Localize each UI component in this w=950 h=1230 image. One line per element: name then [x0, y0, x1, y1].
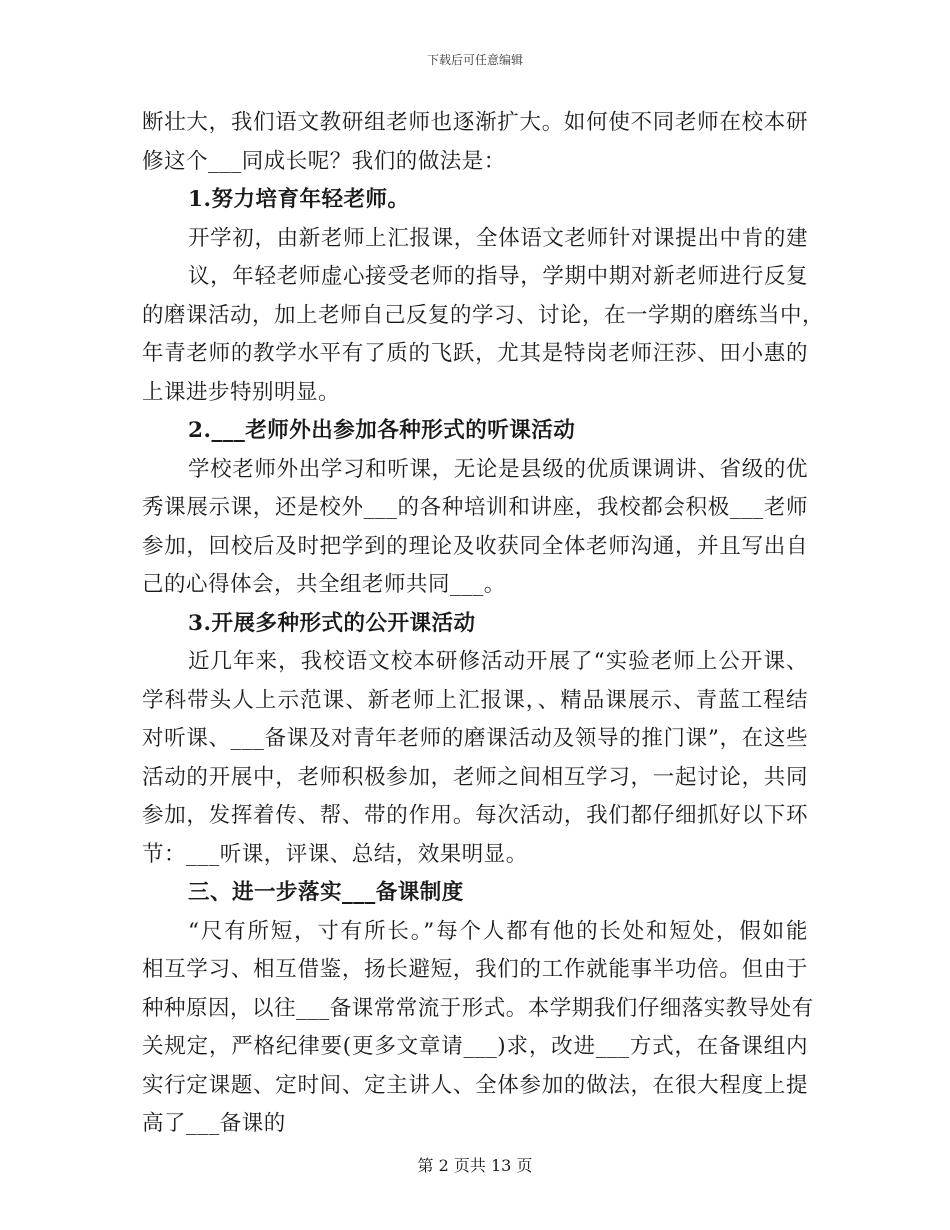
paragraph-line: 学科带头人上示范课、新老师上汇报课，、精品课展示、青蓝工程结 — [142, 687, 808, 713]
paragraph-line: 关规定，严格纪律要(更多文章请___)求，改进___方式，在备课组内 — [142, 1034, 808, 1059]
paragraph-line: 参加，发挥着传、帮、带的作用。每次活动，我们都仔细抓好以下环 — [142, 803, 808, 828]
paragraph-first-line: 近几年来，我校语文校本研修活动开展了“实验老师上公开课、 — [188, 649, 808, 674]
section-heading: 三、进一步落实___备课制度 — [188, 880, 464, 905]
paragraph-last-line: 上课进步特别明显。 — [142, 379, 341, 405]
paragraph-line: 的磨课活动，加上老师自己反复的学习、讨论，在一学期的磨练当中， — [142, 302, 825, 328]
paragraph-first-line: 学校老师外出学习和听课，无论是县级的优质课调讲、省级的优 — [188, 456, 808, 482]
page-number: 第 2 页共 13 页 — [417, 1156, 533, 1175]
paragraph-line: 相互学习、相互借鉴，扬长避短，我们的工作就能事半功倍。但由于 — [142, 957, 808, 982]
section-heading: 3.开展多种形式的公开课活动 — [188, 610, 476, 636]
paragraph-first-line: “尺有所短，寸有所长。”每个人都有他的长处和短处，假如能 — [188, 918, 808, 944]
document-body — [142, 104, 825, 1144]
paragraph-last-line: 修这个___同成长呢？我们的做法是： — [142, 148, 506, 174]
paragraph-line: 种种原因，以往___备课常常流于形式。本学期我们仔细落实教导处有 — [142, 995, 814, 1021]
paragraph-last-line: 己的心得体会，共全组老师共同___。 — [142, 572, 506, 597]
paragraph-line: 对听课、___备课及对青年老师的磨课活动及领导的推门课”，在这些 — [142, 726, 808, 751]
paragraph-line: 断壮大，我们语文教研组老师也逐渐扩大。如何使不同老师在校本研 — [142, 110, 808, 135]
paragraph-line: 活动的开展中，老师积极参加，老师之间相互学习，一起讨论，共同 — [142, 764, 808, 790]
paragraph-last-line: 节：___听课，评课、总结，效果明显。 — [142, 841, 528, 867]
section-heading: 1.努力培育年轻老师。 — [188, 187, 410, 212]
page-header: 下载后可任意编辑 — [426, 53, 523, 67]
paragraph-first-line: 议，年轻老师虚心接受老师的指导，学期中期对新老师进行反复 — [188, 264, 808, 289]
section-heading: 2.___老师外出参加各种形式的听课活动 — [188, 418, 576, 443]
paragraph-line: 实行定课题、定时间、定主讲人、全体参加的做法，在很大程度上提 — [142, 1072, 808, 1098]
paragraph-line: 年青老师的教学水平有了质的飞跃，尤其是特岗老师汪莎、田小惠的 — [142, 341, 808, 366]
paragraph-last-line: 高了___备课的 — [142, 1111, 286, 1136]
paragraph-first-line: 开学初，由新老师上汇报课，全体语文老师针对课提出中肯的建 — [188, 225, 808, 251]
paragraph-line: 秀课展示课，还是校外___的各种培训和讲座，我校都会积极___老师 — [142, 495, 808, 520]
paragraph-line: 参加，回校后及时把学到的理论及收获同全体老师沟通，并且写出自 — [142, 533, 808, 559]
